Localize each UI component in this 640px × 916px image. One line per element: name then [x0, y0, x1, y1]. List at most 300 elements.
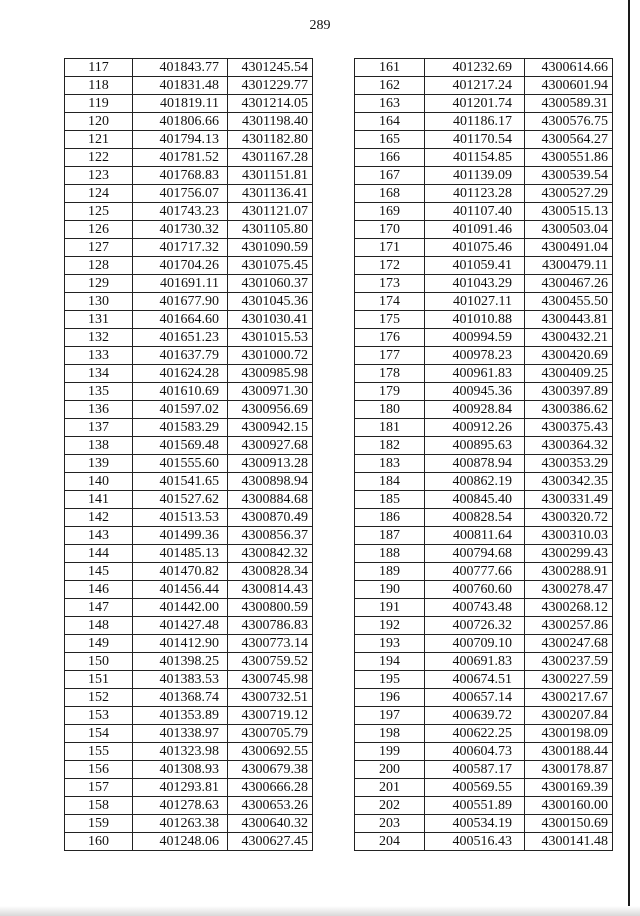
x-coordinate-cell: 401075.46	[425, 239, 525, 257]
x-coordinate-cell: 401186.17	[425, 113, 525, 131]
point-number-cell: 155	[65, 743, 133, 761]
point-number-cell: 150	[65, 653, 133, 671]
table-row	[65, 617, 313, 635]
x-coordinate-cell: 400639.72	[425, 707, 525, 725]
point-number-cell: 169	[355, 203, 425, 221]
x-coordinate-cell: 400743.48	[425, 599, 525, 617]
table-row	[355, 113, 613, 131]
y-coordinate-cell: 4300342.35	[525, 473, 613, 491]
table-row	[355, 329, 613, 347]
y-coordinate-cell: 4301000.72	[228, 347, 313, 365]
point-number-cell: 170	[355, 221, 425, 239]
table-row	[65, 365, 313, 383]
table-row	[65, 185, 313, 203]
y-coordinate-cell: 4301015.53	[228, 329, 313, 347]
x-coordinate-cell: 401819.11	[133, 95, 228, 113]
y-coordinate-cell: 4300842.32	[228, 545, 313, 563]
table-row	[355, 239, 613, 257]
x-coordinate-cell: 401677.90	[133, 293, 228, 311]
y-coordinate-cell: 4301075.45	[228, 257, 313, 275]
table-row	[355, 419, 613, 437]
y-coordinate-cell: 4300455.50	[525, 293, 613, 311]
y-coordinate-cell: 4301167.28	[228, 149, 313, 167]
table-row	[65, 779, 313, 797]
point-number-cell: 188	[355, 545, 425, 563]
y-coordinate-cell: 4300627.45	[228, 833, 313, 851]
point-number-cell: 189	[355, 563, 425, 581]
y-coordinate-cell: 4300386.62	[525, 401, 613, 419]
point-number-cell: 161	[355, 59, 425, 77]
x-coordinate-cell: 400794.68	[425, 545, 525, 563]
y-coordinate-cell: 4300188.44	[525, 743, 613, 761]
x-coordinate-cell: 401323.98	[133, 743, 228, 761]
x-coordinate-cell: 401610.69	[133, 383, 228, 401]
table-row	[355, 59, 613, 77]
y-coordinate-cell: 4300705.79	[228, 725, 313, 743]
x-coordinate-cell: 401691.11	[133, 275, 228, 293]
y-coordinate-cell: 4300828.34	[228, 563, 313, 581]
table-row	[65, 167, 313, 185]
x-coordinate-cell: 401704.26	[133, 257, 228, 275]
table-row	[355, 635, 613, 653]
point-number-cell: 195	[355, 671, 425, 689]
point-number-cell: 148	[65, 617, 133, 635]
x-coordinate-cell: 400777.66	[425, 563, 525, 581]
table-row	[355, 221, 613, 239]
table-row	[65, 563, 313, 581]
table-row	[355, 599, 613, 617]
table-row	[65, 635, 313, 653]
y-coordinate-cell: 4300375.43	[525, 419, 613, 437]
point-number-cell: 173	[355, 275, 425, 293]
y-coordinate-cell: 4300576.75	[525, 113, 613, 131]
point-number-cell: 204	[355, 833, 425, 851]
table-row	[355, 203, 613, 221]
table-row	[355, 149, 613, 167]
table-row	[355, 743, 613, 761]
point-number-cell: 123	[65, 167, 133, 185]
point-number-cell: 157	[65, 779, 133, 797]
point-number-cell: 137	[65, 419, 133, 437]
table-row	[355, 167, 613, 185]
x-coordinate-cell: 401123.28	[425, 185, 525, 203]
point-number-cell: 140	[65, 473, 133, 491]
point-number-cell: 143	[65, 527, 133, 545]
y-coordinate-cell: 4300299.43	[525, 545, 613, 563]
y-coordinate-cell: 4301182.80	[228, 131, 313, 149]
table-row	[65, 275, 313, 293]
x-coordinate-cell: 400895.63	[425, 437, 525, 455]
x-coordinate-cell: 400862.19	[425, 473, 525, 491]
table-row	[65, 383, 313, 401]
table-row	[355, 563, 613, 581]
point-number-cell: 135	[65, 383, 133, 401]
x-coordinate-cell: 401278.63	[133, 797, 228, 815]
y-coordinate-cell: 4301229.77	[228, 77, 313, 95]
x-coordinate-cell: 400912.26	[425, 419, 525, 437]
x-coordinate-cell: 401107.40	[425, 203, 525, 221]
x-coordinate-cell: 400534.19	[425, 815, 525, 833]
table-row	[355, 293, 613, 311]
y-coordinate-cell: 4300614.66	[525, 59, 613, 77]
table-row	[65, 437, 313, 455]
point-number-cell: 133	[65, 347, 133, 365]
y-coordinate-cell: 4301214.05	[228, 95, 313, 113]
y-coordinate-cell: 4300198.09	[525, 725, 613, 743]
y-coordinate-cell: 4300217.67	[525, 689, 613, 707]
table-row	[355, 455, 613, 473]
table-row	[355, 275, 613, 293]
table-row	[65, 113, 313, 131]
table-row	[65, 257, 313, 275]
x-coordinate-cell: 400828.54	[425, 509, 525, 527]
x-coordinate-cell: 400569.55	[425, 779, 525, 797]
table-row	[355, 797, 613, 815]
point-number-cell: 178	[355, 365, 425, 383]
x-coordinate-cell: 401781.52	[133, 149, 228, 167]
table-row	[65, 815, 313, 833]
table-row	[65, 689, 313, 707]
page-number: 289	[309, 18, 331, 33]
x-coordinate-cell: 400587.17	[425, 761, 525, 779]
x-coordinate-cell: 401843.77	[133, 59, 228, 77]
x-coordinate-cell: 400760.60	[425, 581, 525, 599]
y-coordinate-cell: 4301060.37	[228, 275, 313, 293]
x-coordinate-cell: 401368.74	[133, 689, 228, 707]
table-row	[65, 671, 313, 689]
x-coordinate-cell: 401470.82	[133, 563, 228, 581]
table-row	[355, 437, 613, 455]
point-number-cell: 147	[65, 599, 133, 617]
y-coordinate-cell: 4300679.38	[228, 761, 313, 779]
y-coordinate-cell: 4300247.68	[525, 635, 613, 653]
y-coordinate-cell: 4300971.30	[228, 383, 313, 401]
table-row	[355, 725, 613, 743]
y-coordinate-cell: 4301245.54	[228, 59, 313, 77]
y-coordinate-cell: 4300503.04	[525, 221, 613, 239]
table-row	[355, 671, 613, 689]
point-number-cell: 171	[355, 239, 425, 257]
y-coordinate-cell: 4300397.89	[525, 383, 613, 401]
y-coordinate-cell: 4300564.27	[525, 131, 613, 149]
x-coordinate-cell: 400978.23	[425, 347, 525, 365]
y-coordinate-cell: 4300320.72	[525, 509, 613, 527]
y-coordinate-cell: 4300773.14	[228, 635, 313, 653]
point-number-cell: 156	[65, 761, 133, 779]
y-coordinate-cell: 4300420.69	[525, 347, 613, 365]
table-row	[65, 761, 313, 779]
table-row	[65, 59, 313, 77]
point-number-cell: 121	[65, 131, 133, 149]
point-number-cell: 193	[355, 635, 425, 653]
x-coordinate-cell: 401398.25	[133, 653, 228, 671]
table-row	[65, 599, 313, 617]
point-number-cell: 165	[355, 131, 425, 149]
table-row	[65, 833, 313, 851]
y-coordinate-cell: 4300331.49	[525, 491, 613, 509]
y-coordinate-cell: 4300927.68	[228, 437, 313, 455]
point-number-cell: 139	[65, 455, 133, 473]
point-number-cell: 153	[65, 707, 133, 725]
point-number-cell: 183	[355, 455, 425, 473]
point-number-cell: 180	[355, 401, 425, 419]
x-coordinate-cell: 401027.11	[425, 293, 525, 311]
table-row	[355, 527, 613, 545]
x-coordinate-cell: 400961.83	[425, 365, 525, 383]
table-row	[65, 401, 313, 419]
coordinates-table-right	[354, 58, 613, 851]
point-number-cell: 185	[355, 491, 425, 509]
y-coordinate-cell: 4300288.91	[525, 563, 613, 581]
point-number-cell: 162	[355, 77, 425, 95]
y-coordinate-cell: 4300527.29	[525, 185, 613, 203]
y-coordinate-cell: 4300257.86	[525, 617, 613, 635]
point-number-cell: 177	[355, 347, 425, 365]
point-number-cell: 152	[65, 689, 133, 707]
y-coordinate-cell: 4300409.25	[525, 365, 613, 383]
table-row	[355, 617, 613, 635]
y-coordinate-cell: 4300692.55	[228, 743, 313, 761]
point-number-cell: 130	[65, 293, 133, 311]
y-coordinate-cell: 4300666.28	[228, 779, 313, 797]
point-number-cell: 176	[355, 329, 425, 347]
x-coordinate-cell: 400928.84	[425, 401, 525, 419]
x-coordinate-cell: 401059.41	[425, 257, 525, 275]
y-coordinate-cell: 4300814.43	[228, 581, 313, 599]
point-number-cell: 118	[65, 77, 133, 95]
y-coordinate-cell: 4300942.15	[228, 419, 313, 437]
y-coordinate-cell: 4300956.69	[228, 401, 313, 419]
y-coordinate-cell: 4300160.00	[525, 797, 613, 815]
x-coordinate-cell: 400691.83	[425, 653, 525, 671]
x-coordinate-cell: 401010.88	[425, 311, 525, 329]
point-number-cell: 136	[65, 401, 133, 419]
x-coordinate-cell: 401139.09	[425, 167, 525, 185]
y-coordinate-cell: 4300913.28	[228, 455, 313, 473]
y-coordinate-cell: 4300207.84	[525, 707, 613, 725]
table-row	[65, 95, 313, 113]
table-row	[355, 131, 613, 149]
point-number-cell: 191	[355, 599, 425, 617]
x-coordinate-cell: 401768.83	[133, 167, 228, 185]
table-row	[355, 491, 613, 509]
x-coordinate-cell: 401499.36	[133, 527, 228, 545]
x-coordinate-cell: 400516.43	[425, 833, 525, 851]
x-coordinate-cell: 401664.60	[133, 311, 228, 329]
point-number-cell: 149	[65, 635, 133, 653]
y-coordinate-cell: 4300467.26	[525, 275, 613, 293]
point-number-cell: 202	[355, 797, 425, 815]
point-number-cell: 142	[65, 509, 133, 527]
y-coordinate-cell: 4300432.21	[525, 329, 613, 347]
point-number-cell: 172	[355, 257, 425, 275]
table-row	[65, 131, 313, 149]
x-coordinate-cell: 400657.14	[425, 689, 525, 707]
point-number-cell: 196	[355, 689, 425, 707]
x-coordinate-cell: 401637.79	[133, 347, 228, 365]
point-number-cell: 154	[65, 725, 133, 743]
x-coordinate-cell: 401248.06	[133, 833, 228, 851]
table-row	[65, 329, 313, 347]
x-coordinate-cell: 401232.69	[425, 59, 525, 77]
x-coordinate-cell: 401743.23	[133, 203, 228, 221]
y-coordinate-cell: 4300985.98	[228, 365, 313, 383]
table-row	[355, 707, 613, 725]
table-row	[65, 149, 313, 167]
point-number-cell: 132	[65, 329, 133, 347]
point-number-cell: 146	[65, 581, 133, 599]
coordinates-table-left	[64, 58, 313, 851]
x-coordinate-cell: 401427.48	[133, 617, 228, 635]
x-coordinate-cell: 401353.89	[133, 707, 228, 725]
point-number-cell: 144	[65, 545, 133, 563]
y-coordinate-cell: 4300237.59	[525, 653, 613, 671]
y-coordinate-cell: 4300551.86	[525, 149, 613, 167]
table-row	[355, 473, 613, 491]
point-number-cell: 184	[355, 473, 425, 491]
y-coordinate-cell: 4300732.51	[228, 689, 313, 707]
point-number-cell: 119	[65, 95, 133, 113]
table-row	[65, 221, 313, 239]
table-row	[65, 239, 313, 257]
scan-edge-line	[628, 0, 630, 916]
scan-bottom-shadow	[0, 906, 640, 916]
x-coordinate-cell: 400726.32	[425, 617, 525, 635]
y-coordinate-cell: 4300759.52	[228, 653, 313, 671]
y-coordinate-cell: 4300150.69	[525, 815, 613, 833]
point-number-cell: 186	[355, 509, 425, 527]
x-coordinate-cell: 401308.93	[133, 761, 228, 779]
table-row	[65, 293, 313, 311]
y-coordinate-cell: 4301198.40	[228, 113, 313, 131]
x-coordinate-cell: 401583.29	[133, 419, 228, 437]
y-coordinate-cell: 4300870.49	[228, 509, 313, 527]
y-coordinate-cell: 4300178.87	[525, 761, 613, 779]
x-coordinate-cell: 401338.97	[133, 725, 228, 743]
x-coordinate-cell: 401043.29	[425, 275, 525, 293]
point-number-cell: 124	[65, 185, 133, 203]
table-row	[355, 401, 613, 419]
table-row	[65, 473, 313, 491]
point-number-cell: 127	[65, 239, 133, 257]
point-number-cell: 182	[355, 437, 425, 455]
table-row	[65, 743, 313, 761]
point-number-cell: 179	[355, 383, 425, 401]
point-number-cell: 198	[355, 725, 425, 743]
y-coordinate-cell: 4300227.59	[525, 671, 613, 689]
x-coordinate-cell: 401730.32	[133, 221, 228, 239]
point-number-cell: 166	[355, 149, 425, 167]
x-coordinate-cell: 401383.53	[133, 671, 228, 689]
point-number-cell: 197	[355, 707, 425, 725]
table-body-right	[355, 59, 613, 851]
y-coordinate-cell: 4300601.94	[525, 77, 613, 95]
point-number-cell: 138	[65, 437, 133, 455]
x-coordinate-cell: 401442.00	[133, 599, 228, 617]
point-number-cell: 163	[355, 95, 425, 113]
y-coordinate-cell: 4300479.11	[525, 257, 613, 275]
point-number-cell: 120	[65, 113, 133, 131]
y-coordinate-cell: 4301151.81	[228, 167, 313, 185]
point-number-cell: 131	[65, 311, 133, 329]
x-coordinate-cell: 401412.90	[133, 635, 228, 653]
x-coordinate-cell: 401717.32	[133, 239, 228, 257]
y-coordinate-cell: 4300653.26	[228, 797, 313, 815]
x-coordinate-cell: 400674.51	[425, 671, 525, 689]
table-row	[65, 77, 313, 95]
point-number-cell: 168	[355, 185, 425, 203]
point-number-cell: 126	[65, 221, 133, 239]
x-coordinate-cell: 401293.81	[133, 779, 228, 797]
x-coordinate-cell: 401794.13	[133, 131, 228, 149]
x-coordinate-cell: 401091.46	[425, 221, 525, 239]
point-number-cell: 134	[65, 365, 133, 383]
table-row	[355, 815, 613, 833]
table-row	[65, 203, 313, 221]
table-row	[355, 347, 613, 365]
y-coordinate-cell: 4300539.54	[525, 167, 613, 185]
y-coordinate-cell: 4300640.32	[228, 815, 313, 833]
y-coordinate-cell: 4300491.04	[525, 239, 613, 257]
x-coordinate-cell: 401154.85	[425, 149, 525, 167]
table-row	[355, 365, 613, 383]
y-coordinate-cell: 4301090.59	[228, 239, 313, 257]
point-number-cell: 129	[65, 275, 133, 293]
x-coordinate-cell: 400709.10	[425, 635, 525, 653]
x-coordinate-cell: 401541.65	[133, 473, 228, 491]
y-coordinate-cell: 4300515.13	[525, 203, 613, 221]
point-number-cell: 187	[355, 527, 425, 545]
point-number-cell: 199	[355, 743, 425, 761]
point-number-cell: 122	[65, 149, 133, 167]
point-number-cell: 141	[65, 491, 133, 509]
y-coordinate-cell: 4301121.07	[228, 203, 313, 221]
y-coordinate-cell: 4300786.83	[228, 617, 313, 635]
x-coordinate-cell: 401624.28	[133, 365, 228, 383]
x-coordinate-cell: 401456.44	[133, 581, 228, 599]
x-coordinate-cell: 401597.02	[133, 401, 228, 419]
table-row	[355, 509, 613, 527]
y-coordinate-cell: 4300443.81	[525, 311, 613, 329]
table-row	[355, 761, 613, 779]
point-number-cell: 194	[355, 653, 425, 671]
x-coordinate-cell: 401651.23	[133, 329, 228, 347]
table-row	[355, 383, 613, 401]
table-row	[65, 509, 313, 527]
point-number-cell: 164	[355, 113, 425, 131]
y-coordinate-cell: 4300745.98	[228, 671, 313, 689]
x-coordinate-cell: 401806.66	[133, 113, 228, 131]
point-number-cell: 125	[65, 203, 133, 221]
x-coordinate-cell: 401170.54	[425, 131, 525, 149]
x-coordinate-cell: 401217.24	[425, 77, 525, 95]
point-number-cell: 167	[355, 167, 425, 185]
table-row	[355, 545, 613, 563]
y-coordinate-cell: 4301105.80	[228, 221, 313, 239]
y-coordinate-cell: 4300278.47	[525, 581, 613, 599]
x-coordinate-cell: 401513.53	[133, 509, 228, 527]
x-coordinate-cell: 400622.25	[425, 725, 525, 743]
point-number-cell: 159	[65, 815, 133, 833]
x-coordinate-cell: 401569.48	[133, 437, 228, 455]
table-row	[65, 653, 313, 671]
y-coordinate-cell: 4300353.29	[525, 455, 613, 473]
y-coordinate-cell: 4300141.48	[525, 833, 613, 851]
x-coordinate-cell: 401831.48	[133, 77, 228, 95]
y-coordinate-cell: 4300884.68	[228, 491, 313, 509]
table-row	[355, 653, 613, 671]
table-row	[65, 797, 313, 815]
